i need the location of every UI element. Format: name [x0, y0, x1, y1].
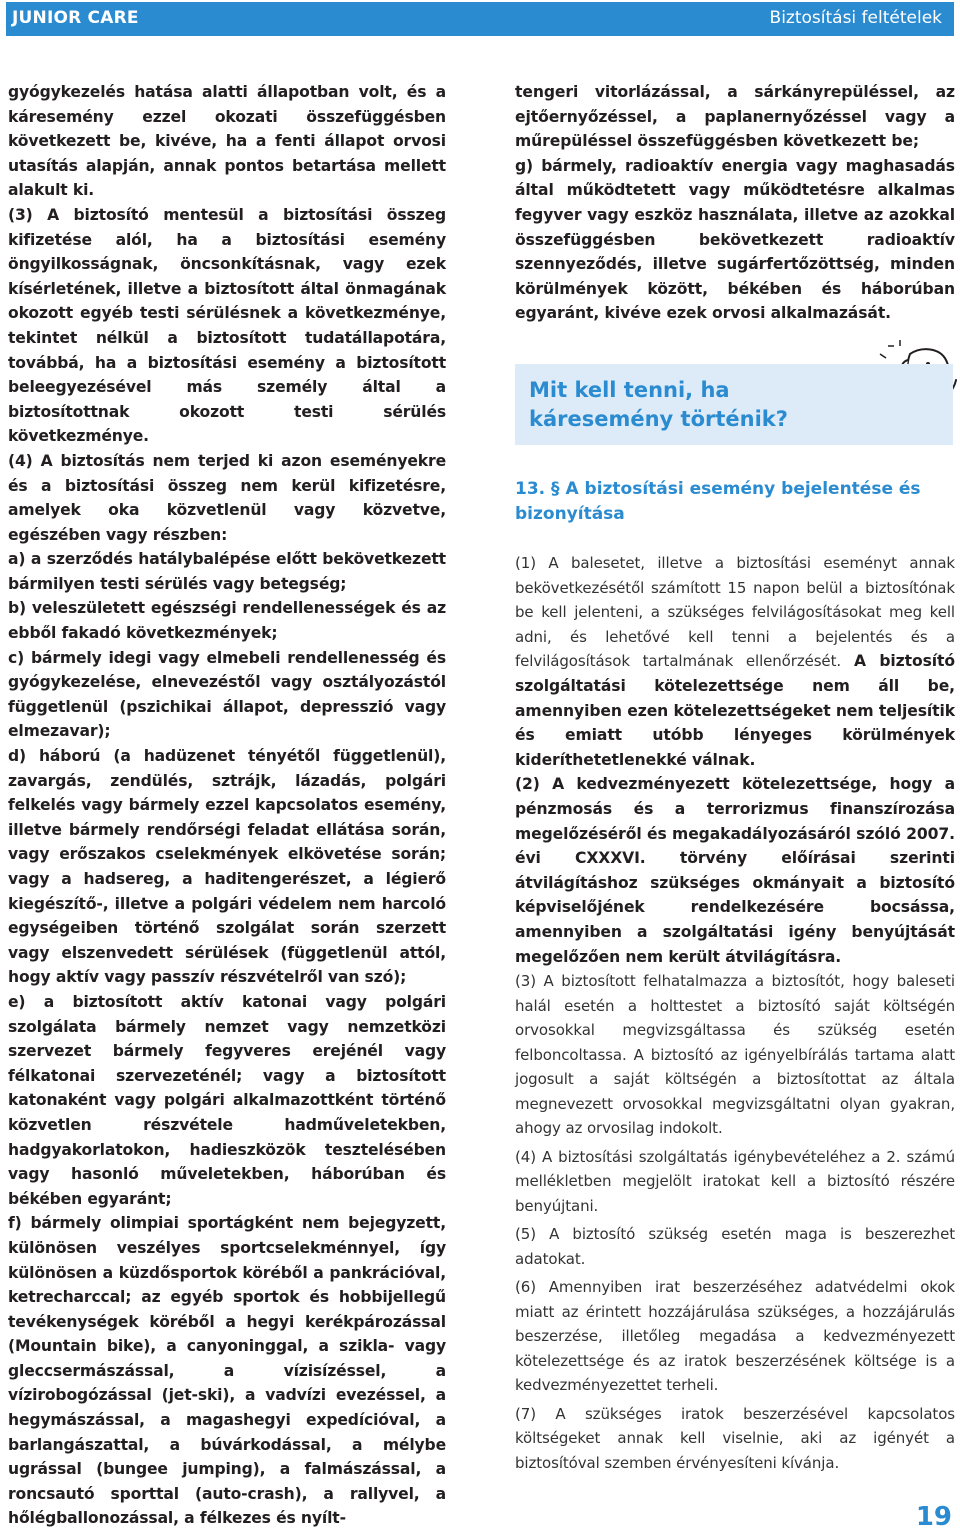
paragraph-6: (6) Amennyiben irat beszerzéséhez adatvédelmi okok miatt az érintett hozzájárulása szükséges, a hozzájárulás beszerzése, illetőleg megadása a kedvezményezett kötelezettsége és az iratok beszerzésének költsége is a kedvezményezettet terheli.	[515, 1278, 955, 1395]
paragraph-1-text: (1) A balesetet, illetve a biztosítási eseményt annak bekövetkezésétől számított 15 napon belül a biztosítónak be kell jelenteni, a szükséges felvilágosításokat meg kell adni, és lehetővé kell tenni a bejelentés és a felvilágosítások tartalmának ellenőrzését.	[515, 554, 955, 671]
list-item: a) a szerződés hatálybalépése előtt bekövetkezett bármilyen testi sérülés vagy betegség;	[8, 550, 446, 593]
right-column-top	[515, 80, 955, 326]
page-header	[6, 2, 954, 36]
list-item: e) a biztosított aktív katonai vagy polgári szolgálata bármely nemzet vagy nemzetközi szervezet bármely fegyveres erejénél vagy félkatonai szervezeténél; vagy a biztosított katonaként vagy polgári alkalmazottként történő közvetlen részvétele hadműveletekben, hadgyakorlatokon, hadieszközök tesztelésében vagy hasonló műveletekben, háborúban és békében egyaránt;	[8, 992, 446, 1208]
list-item: d) háború (a hadüzenet tényétől függetlenül), zavargás, zendülés, sztrájk, lázadás, polgári felkelés vagy bármely ezzel kapcsolatos esemény, illetve bármely rendőrségi feladat ellátása során, vagy erőszakos cselekmények elkövetése során; vagy a hadsereg, a haditengerészet, a légierő kiegészítő-, illetve a polgári védelem nem harcoló egységeiben történő szolgálat során szerzett vagy elszenvedett sérülések (függetlenül attól, hogy aktív vagy passzív részvételről van szó);	[8, 747, 446, 987]
brand-title: JUNIOR CARE	[12, 8, 139, 28]
list-item: c) bármely idegi vagy elmebeli rendellenesség és gyógykezelése, elnevezéstől vagy osztályozástól függetlenül (pszichikai állapot, depresszió vagy elmezavar);	[8, 648, 446, 741]
paragraph-5: (5) A biztosító szükség esetén maga is beszerezhet adatokat.	[515, 1225, 955, 1268]
page-number: 19	[915, 1502, 952, 1532]
paragraph-1	[515, 551, 955, 772]
callout-title: Mit kell tenni, ha káresemény történik?	[529, 378, 788, 431]
paragraph-1-bold: A biztosító szolgáltatási kötelezettsége nem áll be, amennyiben ezen kötelezettségeket nem teljesítik és emiatt utóbb lényeges körülmények kideríthetetlenekké válnak.	[515, 652, 955, 769]
callout-box	[515, 364, 953, 445]
paragraph: gyógykezelés hatása alatti állapotban volt, és a káresemény ezzel okozati összefüggésben következett be, kivéve, ha a fenti állapot orvosi utasítás alapján, annak pontos betartása mellett alakult ki.	[8, 83, 446, 200]
paragraph-7: (7) A szükséges iratok beszerzésével kapcsolatos költségeket annak kell viselnie, aki az igényét a biztosítóval szemben érvényesíteni kívánja.	[515, 1404, 955, 1472]
list-item: f) bármely olimpiai sportágként nem bejegyzett, különösen veszélyes sportcselekménnyel, így különösen a küzdősportok köréből a pankrációval, ketrecharccal; az egyéb sportok és hobbijellegű tevékenységek köréből a hegyi kerékpározással (Mountain bike), a canyoninggal, a szikla- vagy gleccsermászással, a vízisízéssel, a vízirobogózással (jet-ski), a vadvízi evezéssel, a hegymászással, a magashegyi expedícióval, a barlangászattal, a búvárkodással, a mélybe ugrással (bungee jumping), a falmászással, a roncsautó sporttal (auto-crash), a rallyvel, a hőlégballonozással, a félkezes és nyílt-	[8, 1214, 446, 1528]
right-column-body	[515, 551, 955, 1475]
list-item: b) veleszületett egészségi rendellenességek és az ebből fakadó következmények;	[8, 599, 446, 643]
paragraph-2: (2) A kedvezményezett kötelezettsége, hogy a pénzmosás és a terrorizmus finanszírozása megelőzéséről és megakadályozásáról szóló 2007. évi CXXXVI. törvény előírásai szerinti átvilágításhoz szükséges okmányait a biztosító képviselőjének rendelkezésére bocsássa, amennyiben a szolgáltatási igény benyújtását megelőzően nem került átvilágításra.	[515, 775, 955, 966]
paragraph-4: (4) A biztosítási szolgáltatás igénybevételéhez a 2. számú mellékletben megjelölt iratokat kell a biztosító részére benyújtani.	[515, 1147, 955, 1215]
section-title: Biztosítási feltételek	[769, 8, 942, 28]
list-item-continued: tengeri vitorlázással, a sárkányrepüléssel, az ejtőernyőzéssel, a paplanernyőzéssel vagy a műrepüléssel összefüggésben következett be;	[515, 83, 955, 151]
paragraph: (3) A biztosító mentesül a biztosítási összeg kifizetése alól, ha a biztosítási esemény öngyilkosságnak, öncsonkításnak, vagy ezek kísérletének, illetve a biztosított által önmagának okozott egyéb testi sérülésnek a következménye, tekintet nélkül a biztosított tudatállapotára, továbbá, ha a biztosítási esemény a biztosított beleegyezésével más személy által a biztosítottnak okozott testi sérülés következménye.	[8, 205, 446, 446]
paragraph: (4) A biztosítás nem terjed ki azon eseményekre és a biztosítási összeg nem kerül kifizetésre, amelyek oka közvetlenül vagy közvetve, egészében vagy részben:	[8, 451, 446, 544]
section-heading: 13. § A biztosítási esemény bejelentése és bizonyítása	[515, 479, 921, 524]
left-column	[8, 80, 446, 1531]
paragraph-3: (3) A biztosított felhatalmazza a biztosítót, hogy baleseti halál esetén a holttestet a biztosító saját költségén orvosokkal megvizsgáltassa és szükség esetén felboncoltassa. A biztosító az igényelbírálás tartama alatt jogosult a saját költségén a biztosítottat az általa megnevezett orvosokkal megvizsgáltatni olyan gyakran, ahogy az orvosilag indokolt.	[515, 972, 955, 1138]
list-item: g) bármely, radioaktív energia vagy maghasadás által működtetett vagy működtetésre alkalmas fegyver vagy eszköz használata, illetve az azokkal összefüggésben bekövetkezett radioaktív szennyeződés, illetve sugárfertőzöttség, minden körülmények között, békében és háborúban egyaránt, kivéve ezek orvosi alkalmazását.	[515, 156, 955, 323]
